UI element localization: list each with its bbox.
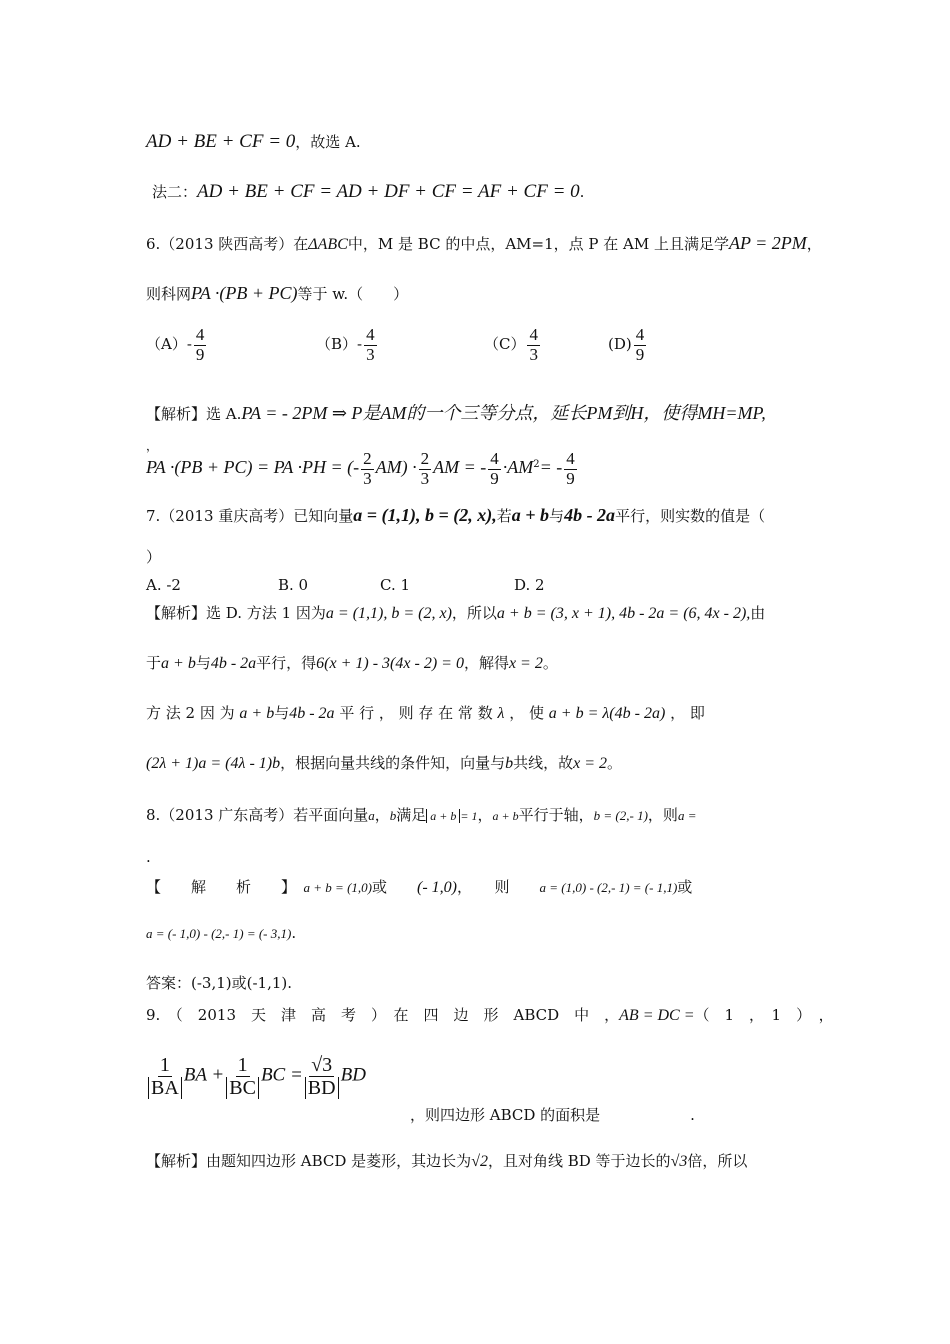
math-expr: a = (1,1), b = (2, x), [353,505,497,525]
option-d: D. 2 [514,576,545,594]
math-expr: BC = [260,1064,303,1086]
answer-6-line-2 [146,450,579,488]
text: . [291,924,297,942]
fraction [488,450,501,488]
text: 由 [750,604,766,622]
text: 【解析】选 A. [146,405,242,423]
numerator: 4 [195,325,205,344]
math-expr: AM = - [433,457,487,478]
math-expr: a + b [511,505,550,525]
text: 或 [677,878,693,896]
math-expr: √3 [670,1153,688,1170]
math-expr: BA + [183,1064,225,1086]
text: 8.（2013 广东高考）若平面向量 [146,806,369,824]
option-label: （A） [146,335,187,354]
text: 【解析】选 D. 方法 1 因为 [146,604,326,622]
denominator: 9 [566,468,575,488]
sign: - [186,335,192,354]
option-a: A. -2 [146,576,181,594]
math-expr: a + b = λ(4b - 2a) [548,705,666,722]
math-expr: x = 2 [508,655,543,672]
math-expr: a + b [492,809,519,823]
denominator: 9 [195,344,205,364]
numerator: 1 [237,1054,248,1076]
superscript: 2 [533,459,540,471]
sign: - [357,335,363,354]
text: 平行，则实数的值是（ [615,507,766,525]
text: 。 [542,654,558,672]
numerator: 4 [366,325,375,344]
answer-8-line-1 [146,880,692,896]
fraction [148,1054,182,1099]
numerator: 4 [529,325,538,344]
math-expr: b [505,755,514,772]
math-expr: √2 [471,1153,488,1170]
numerator: √3 [311,1054,333,1076]
option-label: （C） [484,335,526,354]
text: ，解得 [463,654,509,672]
text: 【解析】由题知四边形 ABCD 是菱形，其边长为 [146,1152,472,1170]
option-b: B. 0 [278,576,309,594]
math-expr: 6(x + 1) - 3(4x - 2) = 0 [316,655,464,672]
denominator: 3 [363,468,372,488]
question-9-line-2 [146,1054,366,1099]
text: . [579,183,585,201]
denominator: 3 [529,344,538,364]
text: 法二： [152,183,198,201]
fraction [226,1054,259,1099]
text: 【 解 析 】 [146,878,289,896]
math-expr: = - [539,457,563,478]
fraction [361,450,374,488]
fraction [419,450,432,488]
text: 等于 w.（ ） [297,285,409,303]
math-expr: AD + BE + CF = AD + DF + CF = AF + CF = 0 [197,181,580,202]
question-7-close: ） [146,548,162,566]
math-expr: AP = 2PM [728,233,807,253]
text: 于 [146,654,162,672]
fraction [305,1054,339,1099]
fraction [564,450,577,488]
line-1 [146,132,361,151]
option-c: C. 1 [380,576,411,594]
text: 平行于轴， [518,806,594,824]
math-expr: b = (2,- 1) [593,808,648,823]
vector-b: b [389,808,397,823]
abs-value: a + b [426,809,460,823]
math-expr: (- 1,0) [417,879,457,896]
denominator: 9 [635,344,645,364]
text: ， 则 [457,878,510,896]
question-7-options [146,578,545,593]
text: 。 [607,754,623,772]
text: 倍，所以 [687,1152,748,1170]
fraction [194,326,207,364]
denominator: 3 [420,468,430,488]
math-expr: ΔABC [308,236,348,253]
answer-6-line-1 [146,404,766,422]
denominator: BA [148,1077,182,1099]
numerator: 4 [635,325,645,344]
answer-7-line-2 [146,656,558,672]
text: ， [806,235,822,253]
question-9-line-3: ，则四边形 ABCD 的面积是 . [410,1106,695,1124]
fraction [527,326,540,364]
question-9-line-1 [146,1008,834,1024]
answer-9-line-1 [146,1154,747,1170]
vector-a: a [368,808,375,823]
math-expr: x = 2 [573,755,608,772]
text: ， 使 [509,704,544,722]
text: ，则 [647,806,678,824]
numerator: 2 [420,449,430,468]
text: ， [374,806,390,824]
text: ，所以 [451,604,497,622]
math-expr: λ [497,705,505,722]
text: 9. （ 2013 天 津 高 考 ） 在 四 边 形 ABCD 中 ， [146,1006,620,1024]
denominator: 3 [366,344,375,364]
option-label: (D) [608,335,632,354]
denominator: BD [305,1077,339,1099]
math-expr: a + b [161,655,196,672]
text: 若 [496,507,512,525]
text: 与 [274,704,290,722]
answer-8-line-2 [146,926,296,941]
answer-7-line-4 [146,756,622,772]
math-expr: a = (1,1), b = (2, x) [325,605,452,622]
math-expr: PA = - 2PM ⇒ P是AM的一个三等分点，延长PM到H，使得MH=MP, [241,403,766,423]
numerator: 1 [159,1054,170,1076]
math-expr: a = (1,0) - (2,- 1) = (- 1,1) [539,880,678,895]
math-expr: BD [340,1064,366,1086]
math-expr: = 1 [460,809,478,823]
math-expr: a + b = (1,0) [303,880,372,895]
text: 7.（2013 重庆高考）已知向量 [146,507,354,525]
text: 6.（2013 陕西高考）在 [146,235,309,253]
text: （ 1 ， 1 ） ， [694,1006,834,1024]
math-expr: 4b - 2a [210,655,257,672]
math-expr: PA ·(PB + PC) [191,283,298,303]
math-expr: (2λ + 1)a = (4λ - 1)b [146,755,281,772]
option-d [608,326,648,364]
numerator: 2 [363,449,372,468]
text: 与 [195,654,211,672]
math-expr: a + b [239,705,275,722]
option-a [146,326,208,364]
math-expr: ·AM [502,457,534,478]
denominator: 9 [490,468,499,488]
fraction [634,326,647,364]
text: 则科网 [146,285,192,303]
fraction [364,326,377,364]
text: ， 即 [670,704,705,722]
text: 满足 [396,806,427,824]
text: 与 [549,507,565,525]
math-expr: a + b = (3, x + 1), 4b - 2a = (6, 4x - 2), [496,605,751,622]
math-expr: AB = DC = [619,1007,695,1024]
math-expr: PA ·(PB + PC) = PA ·PH = (- [146,457,360,478]
comma: ， [146,439,159,453]
option-b [316,326,379,364]
question-6-line-2 [146,284,408,302]
math-expr: a = (- 1,0) - (2,- 1) = (- 3,1) [146,926,292,941]
math-expr: 4b - 2a [564,505,616,525]
text: 中，M 是 BC 的中点，AM=1，点 P 在 AM 上且满足学 [347,235,729,253]
math-expr: AM) · [375,457,417,478]
text: ，故选 A. [295,133,361,151]
option-c [484,326,542,364]
math-expr: AD + BE + CF = 0 [146,131,296,152]
question-8-end: . [146,848,151,866]
answer-8-final: 答案：(-3,1)或(-1,1). [146,974,293,992]
math-expr: 4b - 2a [289,705,335,722]
numerator: 4 [490,449,499,468]
option-label: （B） [316,335,358,354]
text: 平 行 ， 则 存 在 常 数 [339,704,493,722]
numerator: 4 [566,449,575,468]
text: ，且对角线 BD 等于边长的 [487,1152,671,1170]
text: 或 [371,878,387,896]
text: 方 法 2 因 为 [146,704,235,722]
answer-7-line-3 [146,706,705,722]
answer-7-line-1 [146,606,765,622]
denominator: BC [226,1077,259,1099]
math-expr: a = [677,808,697,823]
text: 平行，得 [256,654,317,672]
question-8-line-1 [146,808,696,823]
text: ， [477,806,493,824]
text: ，根据向量共线的条件知，向量与 [280,754,506,772]
line-2 [152,182,584,201]
question-6-line-1 [146,234,822,253]
question-7-line-1 [146,506,765,524]
text: 共线，故 [513,754,574,772]
